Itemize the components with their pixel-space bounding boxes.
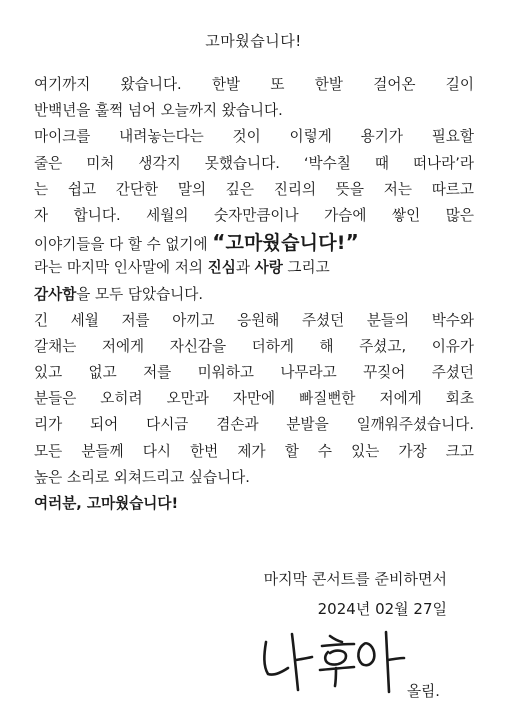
body-line-8-post: 그리고 xyxy=(282,259,330,277)
closing-preparation-line: 마지막 콘서트를 준비하면서 xyxy=(263,570,447,588)
body-line-13: 분들은 오히려 오만과 자만에 빠질뻔한 저에게 회초 xyxy=(34,390,474,408)
handwritten-signature xyxy=(258,630,408,696)
letter-title: 고마웠습니다! xyxy=(205,32,302,50)
body-line-1: 여기까지 왔습니다. 한발 또 한발 걸어온 길이 xyxy=(34,76,474,93)
body-line-17-closing-shout: 여러분, 고마웠습니다! xyxy=(34,495,179,512)
body-line-9 xyxy=(34,282,474,308)
body-line-6: 자 합니다. 세월의 숫자만큼이나 가슴에 쌓인 많은 xyxy=(34,206,474,224)
bold-word-love: 사랑 xyxy=(254,259,283,277)
bold-word-sincerity: 진심 xyxy=(207,259,236,277)
body-line-5: 는 쉽고 간단한 말의 깊은 진리의 뜻을 저는 따르고 xyxy=(34,180,474,198)
body-line-8-pre: 라는 마지막 인사말에 저의 xyxy=(34,259,208,277)
body-line-9-post: 을 모두 담았습니다. xyxy=(76,285,203,303)
body-line-14: 리가 되어 다시금 겸손과 분발을 일깨워주셨습니다. xyxy=(34,416,474,434)
body-line-3: 마이크를 내려놓는다는 것이 이렇게 용기가 필요할 xyxy=(34,128,474,146)
emphasized-quote: 고마웠습니다! xyxy=(225,232,346,255)
bold-word-gratitude: 감사함 xyxy=(34,285,77,303)
body-line-7-text: 이야기들을 다 할 수 없기에 xyxy=(34,236,213,254)
body-line-12: 있고 없고 저를 미워하고 나무라고 꾸짖어 주셨던 xyxy=(34,364,474,382)
letter-body xyxy=(34,72,474,517)
body-line-11: 갈채는 저에게 자신감을 더하게 해 주셨고, 이유가 xyxy=(34,337,474,355)
body-line-8 xyxy=(34,255,474,281)
body-line-7 xyxy=(34,229,474,255)
open-quote-mark: “ xyxy=(212,230,226,255)
sign-off: 올림. xyxy=(407,683,440,700)
closing-date: 2024년 02월 27일 xyxy=(317,600,447,618)
body-line-16: 높은 소리로 외쳐드리고 싶습니다. xyxy=(34,468,250,486)
close-quote-mark: ” xyxy=(345,230,359,255)
body-line-10: 긴 세월 저를 아끼고 응원해 주셨던 분들의 박수와 xyxy=(34,311,474,329)
body-line-15: 모든 분들께 다시 한번 제가 할 수 있는 가장 크고 xyxy=(34,442,474,460)
body-line-2: 반백년을 훌쩍 넘어 오늘까지 왔습니다. xyxy=(34,102,283,120)
body-line-8-mid: 과 xyxy=(235,259,255,277)
body-line-4: 줄은 미처 생각지 못했습니다. ‘박수칠 때 떠나라’라 xyxy=(34,154,474,172)
